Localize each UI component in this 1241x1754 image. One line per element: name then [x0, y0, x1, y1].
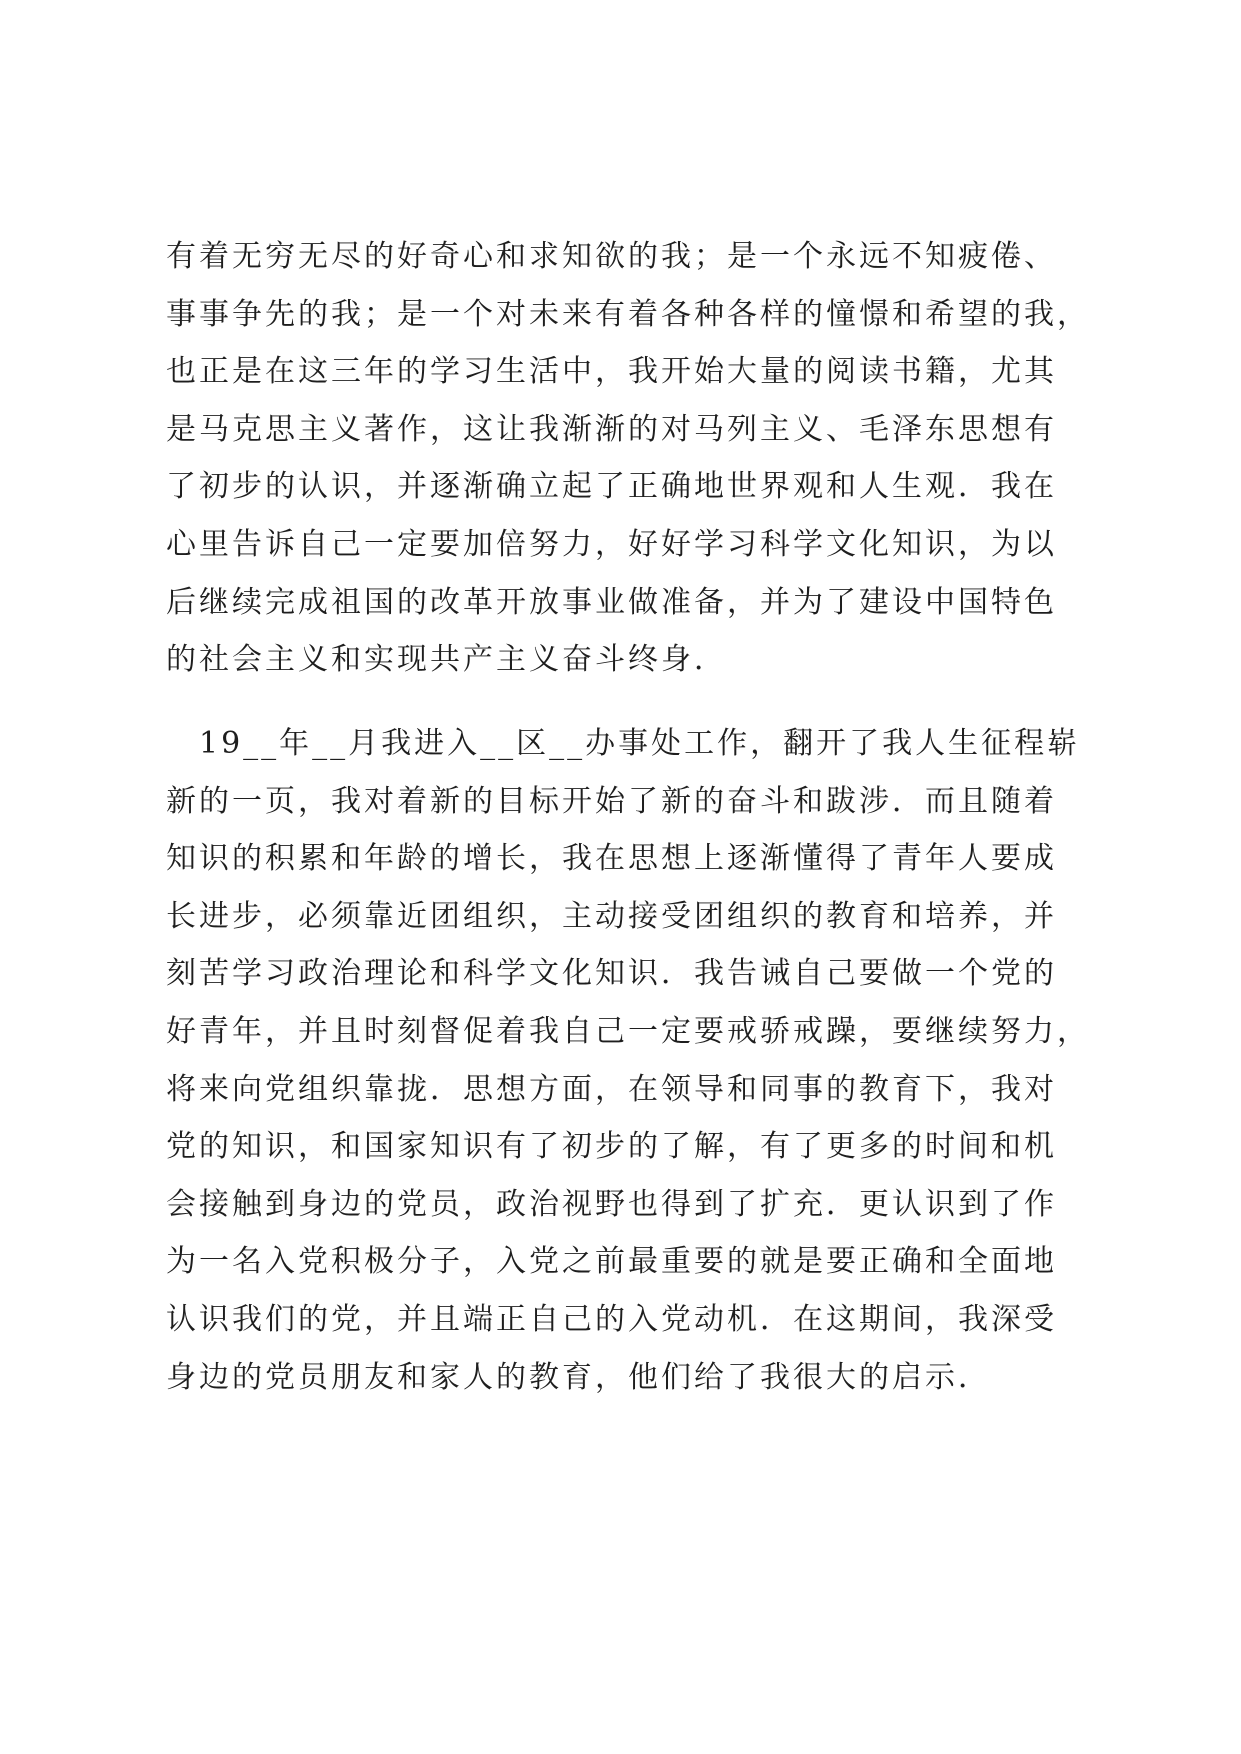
paragraph-2 [166, 715, 1090, 1406]
paragraph-line: 长进步，必须靠近团组织，主动接受团组织的教育和培养，并 [166, 898, 1057, 934]
paragraph-line: 为一名入党积极分子，入党之前最重要的就是要正确和全面地 [166, 1244, 1057, 1280]
paragraph-line: 19__年__月我进入__区__办事处工作，翻开了我人生征程崭 [166, 726, 1081, 761]
paragraph-line: 了初步的认识，并逐渐确立起了正确地世界观和人生观．我在 [166, 469, 1057, 505]
paragraph-line: 知识的积累和年龄的增长，我在思想上逐渐懂得了青年人要成 [166, 841, 1057, 877]
paragraph-line: 心里告诉自己一定要加倍努力，好好学习科学文化知识，为以 [166, 526, 1057, 562]
paragraph-line: 好青年，并且时刻督促着我自己一定要戒骄戒躁，要继续努力， [166, 1013, 1090, 1049]
paragraph-line: 刻苦学习政治理论和科学文化知识．我告诫自己要做一个党的 [166, 956, 1057, 992]
paragraph-line: 身边的党员朋友和家人的教育，他们给了我很大的启示． [166, 1359, 991, 1395]
paragraph-line: 有着无穷无尽的好奇心和求知欲的我；是一个永远不知疲倦、 [166, 239, 1057, 274]
paragraph-1 [166, 228, 1090, 689]
paragraph-line: 党的知识，和国家知识有了初步的了解，有了更多的时间和机 [166, 1129, 1057, 1165]
paragraph-line: 事事争先的我；是一个对未来有着各种各样的憧憬和希望的我， [166, 296, 1090, 332]
paragraph-line: 也正是在这三年的学习生活中，我开始大量的阅读书籍，尤其 [166, 354, 1057, 390]
paragraph-line: 的社会主义和实现共产主义奋斗终身． [166, 642, 727, 678]
paragraph-line: 会接触到身边的党员，政治视野也得到了扩充．更认识到了作 [166, 1186, 1057, 1222]
paragraph-line: 新的一页，我对着新的目标开始了新的奋斗和跋涉．而且随着 [166, 783, 1057, 819]
paragraph-line: 认识我们的党，并且端正自己的入党动机．在这期间，我深受 [166, 1301, 1057, 1337]
paragraph-line: 后继续完成祖国的改革开放事业做准备，并为了建设中国特色 [166, 584, 1057, 620]
paragraph-line: 是马克思主义著作，这让我渐渐的对马列主义、毛泽东思想有 [166, 411, 1057, 447]
paragraph-line: 将来向党组织靠拢．思想方面，在领导和同事的教育下，我对 [166, 1071, 1057, 1107]
